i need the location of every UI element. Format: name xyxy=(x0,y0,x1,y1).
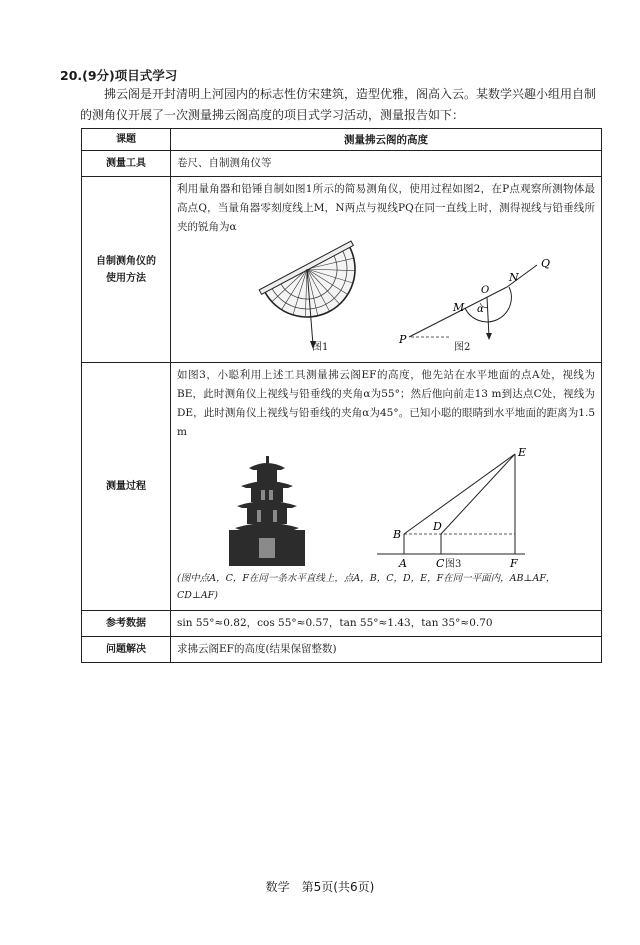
protractor-figures xyxy=(177,237,597,355)
topic-label: 课题 xyxy=(82,129,171,151)
protractor-icon xyxy=(259,241,375,336)
method-label-text: 自制测角仪的使用方法 xyxy=(96,255,156,284)
fig2-label-o: O xyxy=(481,285,490,296)
process-text: 如图3，小聪利用上述工具测量拂云阁EF的高度，他先站在水平地面的点A处，视线为BE，此时测角仪上视线与铅垂线的夹角α为55°；然后他向前走13 m到达点C处，视线为DE，此时测角仪上视线与铅垂线的夹角α为45°。已知小聪的眼睛到水平地面的距离为1.5 m xyxy=(177,369,595,438)
fig2-label-alpha: α xyxy=(477,304,484,315)
tools-value: 卷尺、自制测角仪等 xyxy=(171,151,602,177)
ref-value: sin 55°≈0.82，cos 55°≈0.57，tan 55°≈1.43，tan 35°≈0.70 xyxy=(171,611,602,637)
method-figures xyxy=(177,237,595,355)
fig3-label-b: B xyxy=(393,528,402,541)
fig2-label-p: P xyxy=(399,333,407,346)
question-intro: 拂云阁是开封清明上河园内的标志性仿宋建筑，造型优雅，阁高入云。某数学兴趣小组用自制的测角仪开展了一次测量拂云阁高度的项目式学习活动，测量报告如下： xyxy=(80,87,597,122)
fig3-label-e: E xyxy=(518,446,527,459)
fig3-label-f: F xyxy=(510,557,518,570)
method-cell xyxy=(171,177,602,363)
fig1-caption: 图1 xyxy=(312,342,329,353)
row-method xyxy=(82,177,602,363)
ref-label: 参考数据 xyxy=(82,611,171,637)
process-figures xyxy=(177,442,595,570)
solve-value: 求拂云阁EF的高度(结果保留整数) xyxy=(171,637,602,663)
row-topic xyxy=(82,129,602,151)
row-solve xyxy=(82,637,602,663)
fig3-label-a: A xyxy=(399,557,407,570)
method-text: 利用量角器和铅锤自制如图1所示的简易测角仪，使用过程如图2，在P点观察所测物体最高点Q，当量角器零刻度线上M，N两点与视线PQ在同一直线上时，测得视线与铅垂线所夹的锐角为α xyxy=(177,183,595,233)
tools-label: 测量工具 xyxy=(82,151,171,177)
process-cell xyxy=(171,363,602,611)
report-table xyxy=(81,128,602,663)
solve-label: 问题解决 xyxy=(82,637,171,663)
fig3-label-d: D xyxy=(433,520,442,533)
fig3-caption: 图3 xyxy=(445,559,462,570)
topic-value: 测量拂云阁的高度 xyxy=(171,129,602,151)
fig2-label-q: Q xyxy=(541,257,551,270)
process-label: 测量过程 xyxy=(82,363,171,611)
fig3-label-c: C xyxy=(436,557,445,570)
row-process xyxy=(82,363,602,611)
row-tools xyxy=(82,151,602,177)
question-header: 20.(9分)项目式学习 xyxy=(60,68,178,83)
fig2-label-n: N xyxy=(509,271,519,284)
method-label xyxy=(82,177,171,363)
row-reference xyxy=(82,611,602,637)
page-footer: 数学 第5页(共6页) xyxy=(265,880,375,894)
fig2-caption: 图2 xyxy=(454,342,471,353)
fig2-label-m: M xyxy=(453,301,465,314)
pavilion-figure xyxy=(177,442,597,570)
process-note: (图中点A，C，F在同一条水平直线上，点A，B，C，D，E，F在同一平面内，AB⊥AF，CD⊥AF) xyxy=(177,573,556,601)
